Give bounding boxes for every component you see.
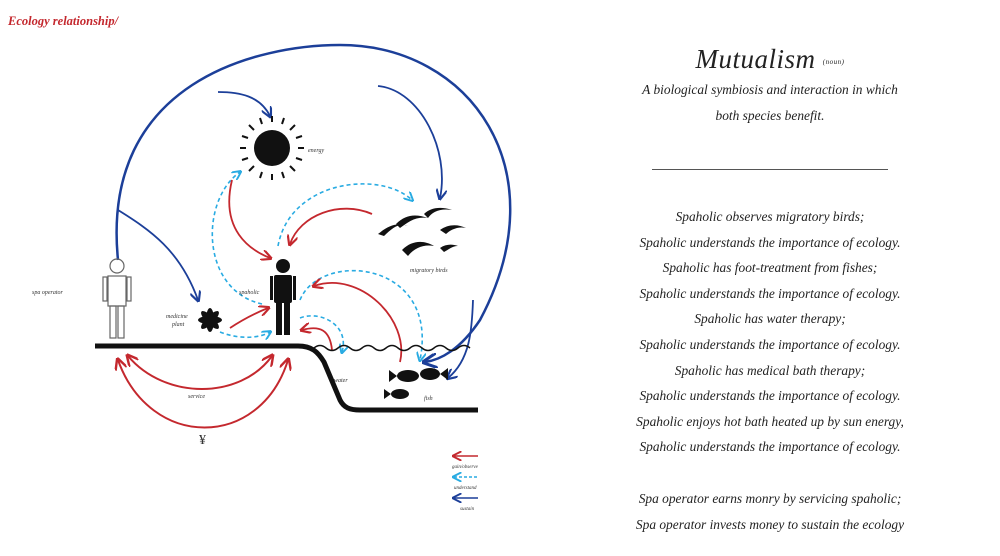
statement: Spaholic enjoys hot bath heated up by sun energy,	[636, 413, 904, 429]
fish-icon	[384, 368, 448, 399]
statement: Spaholic has water therapy;	[694, 311, 846, 327]
statement: Spaholic understands the importance of ecology.	[639, 234, 901, 250]
sustain-arrow-energy	[218, 92, 270, 116]
legend-label-sustain: sustain	[460, 507, 475, 512]
medicine-label-2: plant	[172, 322, 185, 328]
gain-arrow-birds	[290, 209, 372, 244]
service-arc-upper	[128, 356, 272, 389]
statement: Spaholic has medical bath therapy;	[674, 362, 866, 378]
definition-text	[590, 77, 950, 129]
statement: Spaholic observes migratory birds;	[675, 209, 865, 224]
migratory-birds-label: migratory birds	[410, 268, 448, 274]
definition-panel	[590, 44, 950, 537]
sun-icon	[240, 116, 304, 180]
legend	[452, 456, 479, 512]
definition-title	[590, 44, 950, 75]
sustain-arrow-birds	[378, 86, 442, 198]
water-waves	[314, 346, 470, 351]
legend-label-understand: understand	[454, 486, 477, 491]
definition-line-2: both species benefit.	[715, 108, 825, 123]
legend-label-gain: gain/observe	[452, 465, 478, 470]
statement: Spaholic understands the importance of ecology.	[639, 388, 901, 404]
divider	[652, 169, 888, 170]
spa-operator-figure	[103, 259, 131, 338]
section-tag: Ecology relationship/	[8, 14, 119, 28]
definition-pos: (noun)	[822, 57, 845, 66]
understand-arrow-plant	[220, 332, 270, 337]
statement: Spaholic understands the importance of ecology.	[639, 285, 901, 301]
medicine-plant-icon	[198, 308, 222, 332]
water-label: water	[334, 378, 348, 384]
yen-symbol: ¥	[199, 433, 206, 448]
gain-arrow-energy	[229, 180, 270, 258]
statement: Spaholic understands the importance of ecology.	[639, 336, 901, 352]
spaholic-label: spaholic	[239, 290, 260, 296]
statement: Spaholic understands the importance of ecology.	[639, 439, 901, 455]
service-label: service	[188, 394, 205, 400]
understand-arrow-birds	[278, 184, 412, 246]
spa-operator-label: spa operator	[32, 290, 63, 296]
definition-line-1: A biological symbiosis and interaction in which	[642, 82, 898, 97]
spaholic-figure	[270, 259, 296, 335]
energy-label: energy	[308, 148, 325, 154]
definition-term: Mutualism	[695, 44, 816, 74]
sustain-arrow-fish	[448, 300, 473, 378]
statement: Spaholic has foot-treatment from fishes;	[662, 260, 878, 276]
birds-icon	[378, 208, 466, 256]
statement-footer: Spa operator invests money to sustain the ecology	[635, 516, 905, 532]
understand-arrow-energy	[212, 172, 262, 304]
sustain-arrow-plant	[118, 210, 198, 300]
statement-gap	[590, 460, 950, 486]
gain-arrow-plant	[230, 308, 268, 328]
medicine-label-1: medicine	[166, 314, 188, 320]
fish-label: fish	[424, 396, 433, 402]
statement-footer: Spa operator earns monry by servicing spaholic;	[638, 490, 902, 506]
